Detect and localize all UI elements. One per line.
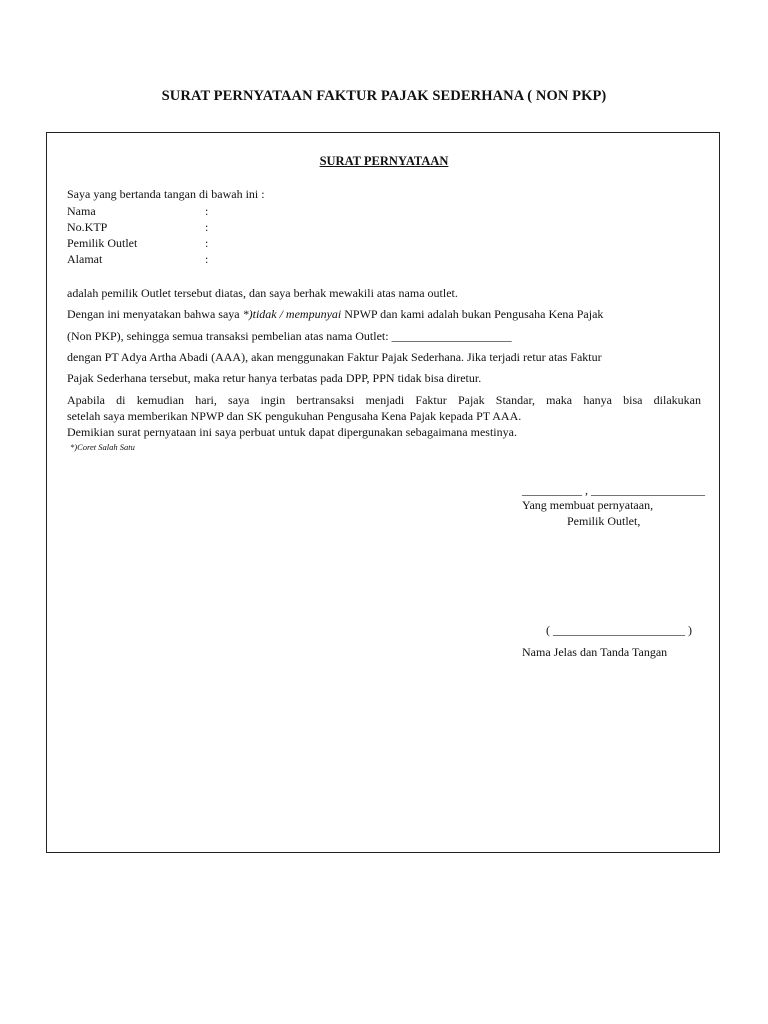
signature-place-date: __________ , ___________________ bbox=[522, 483, 705, 497]
field-colon-ktp: : bbox=[205, 220, 209, 234]
field-label-nama: Nama bbox=[67, 204, 96, 218]
signature-maker: Yang membuat pernyataan, bbox=[522, 498, 654, 512]
paragraph-declaration bbox=[67, 306, 603, 322]
paragraph-closing: Demikian surat pernyataan ini saya perbuat untuk dapat dipergunakan sebagaimana mestinya. bbox=[67, 425, 517, 439]
field-label-ktp: No.KTP bbox=[67, 220, 108, 234]
document-title: SURAT PERNYATAAN FAKTUR PAJAK SEDERHANA ( NON PKP) bbox=[161, 88, 607, 104]
declaration-option: *)tidak / mempunyai bbox=[242, 307, 342, 321]
field-colon-nama: : bbox=[205, 204, 209, 218]
field-label-alamat: Alamat bbox=[67, 252, 103, 266]
paragraph-non-pkp: (Non PKP), sehingga semua transaksi pembelian atas nama Outlet: ____________________ bbox=[67, 329, 512, 343]
paragraph-owner: adalah pemilik Outlet tersebut diatas, dan saya berhak mewakili atas nama outlet. bbox=[67, 286, 458, 300]
statement-heading: SURAT PERNYATAAN bbox=[319, 154, 449, 168]
signature-owner: Pemilik Outlet, bbox=[567, 514, 641, 528]
footnote: *)Coret Salah Satu bbox=[70, 442, 135, 452]
field-colon-pemilik-outlet: : bbox=[205, 236, 209, 250]
signature-caption: Nama Jelas dan Tanda Tangan bbox=[522, 645, 668, 659]
paragraph-retur: Pajak Sederhana tersebut, maka retur hanya terbatas pada DPP, PPN tidak bisa diretur. bbox=[67, 371, 482, 385]
field-label-pemilik-outlet: Pemilik Outlet bbox=[67, 236, 138, 250]
intro-text: Saya yang bertanda tangan di bawah ini : bbox=[67, 187, 265, 201]
declaration-text-start: Dengan ini menyatakan bahwa saya bbox=[67, 307, 243, 321]
paragraph-faktur: dengan PT Adya Artha Abadi (AAA), akan menggunakan Faktur Pajak Sederhana. Jika terjadi retur atas Faktur bbox=[67, 350, 602, 364]
declaration-text-end: NPWP dan kami adalah bukan Pengusaha Kena Pajak bbox=[341, 307, 604, 321]
field-colon-alamat: : bbox=[205, 252, 209, 266]
paragraph-standar-line-1: Apabila di kemudian hari, saya ingin bertransaksi menjadi Faktur Pajak Standar, maka hanya bisa dilakukan bbox=[67, 393, 701, 407]
paragraph-standar-line-2: setelah saya memberikan NPWP dan SK pengukuhan Pengusaha Kena Pajak kepada PT AAA. bbox=[67, 409, 522, 423]
signature-name-blank: ( ______________________ ) bbox=[546, 623, 692, 637]
